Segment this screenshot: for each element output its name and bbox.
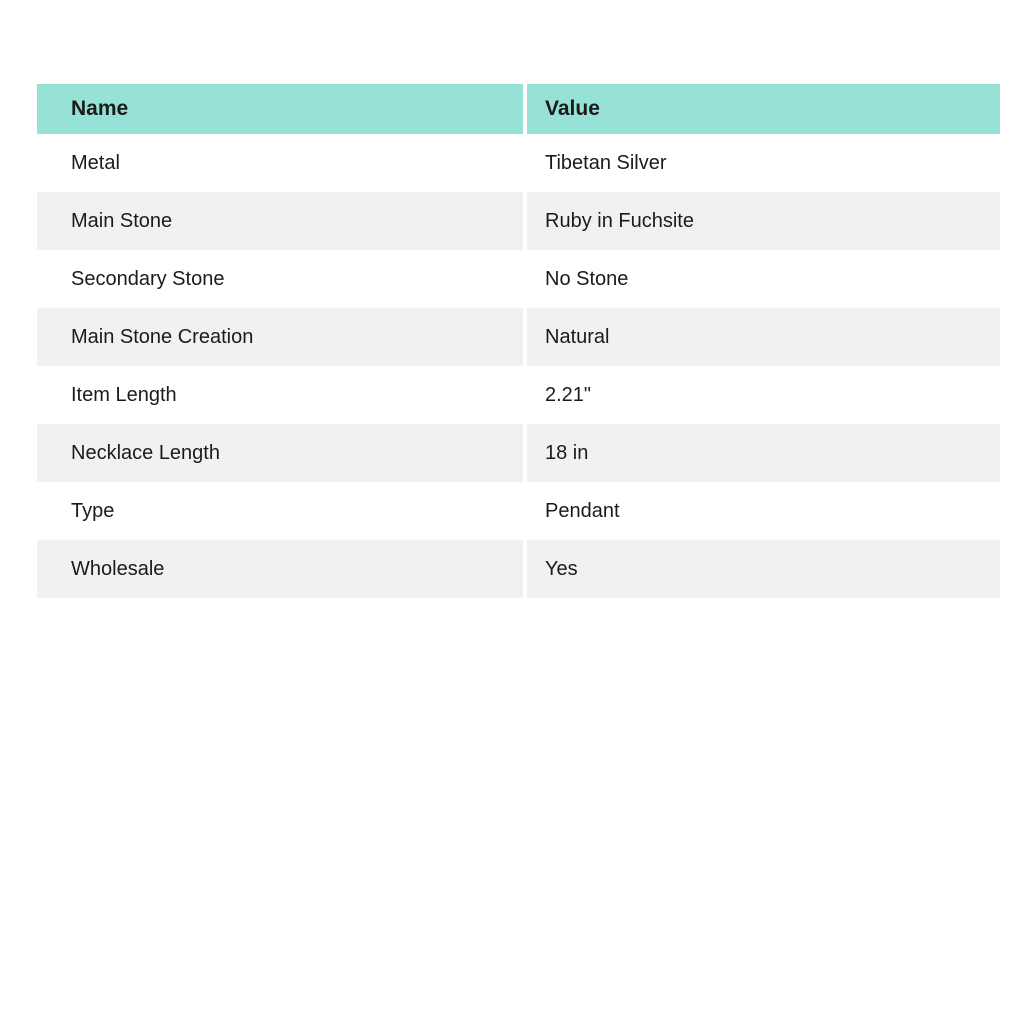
attribute-value: Natural <box>545 325 610 348</box>
attribute-value: 18 in <box>545 441 589 464</box>
attribute-name: Main Stone <box>71 209 173 232</box>
cell-attribute-value <box>527 308 1000 366</box>
table-row <box>37 366 1000 424</box>
attribute-name: Main Stone Creation <box>71 325 254 348</box>
cell-attribute-name <box>37 366 523 424</box>
attribute-value: Ruby in Fuchsite <box>545 209 694 232</box>
cell-attribute-name <box>37 308 523 366</box>
header-cell-name <box>37 84 523 134</box>
header-label-name: Name <box>71 97 129 120</box>
attribute-value: 2.21" <box>545 383 592 406</box>
cell-attribute-name <box>37 482 523 540</box>
cell-attribute-value <box>527 250 1000 308</box>
cell-attribute-name <box>37 424 523 482</box>
cell-attribute-value <box>527 366 1000 424</box>
table-row <box>37 540 1000 598</box>
attribute-name: Type <box>71 499 115 522</box>
cell-attribute-value <box>527 482 1000 540</box>
attribute-value: Pendant <box>545 499 620 522</box>
table-row <box>37 308 1000 366</box>
cell-attribute-value <box>527 540 1000 598</box>
table-row <box>37 424 1000 482</box>
attribute-value: Tibetan Silver <box>545 151 667 174</box>
product-spec-table <box>37 84 1000 598</box>
attribute-name: Secondary Stone <box>71 267 225 290</box>
cell-attribute-value <box>527 134 1000 192</box>
table-header-row <box>37 84 1000 134</box>
table-row <box>37 134 1000 192</box>
cell-attribute-value <box>527 424 1000 482</box>
table-row <box>37 482 1000 540</box>
table-row <box>37 192 1000 250</box>
cell-attribute-value <box>527 192 1000 250</box>
attribute-name: Item Length <box>71 383 177 406</box>
header-label-value: Value <box>545 97 600 120</box>
cell-attribute-name <box>37 250 523 308</box>
attribute-name: Wholesale <box>71 557 165 580</box>
attribute-value: Yes <box>545 557 578 580</box>
attribute-name: Necklace Length <box>71 441 220 464</box>
cell-attribute-name <box>37 192 523 250</box>
attribute-value: No Stone <box>545 267 629 290</box>
header-cell-value <box>527 84 1000 134</box>
table-row <box>37 250 1000 308</box>
cell-attribute-name <box>37 540 523 598</box>
cell-attribute-name <box>37 134 523 192</box>
attribute-name: Metal <box>71 151 120 174</box>
